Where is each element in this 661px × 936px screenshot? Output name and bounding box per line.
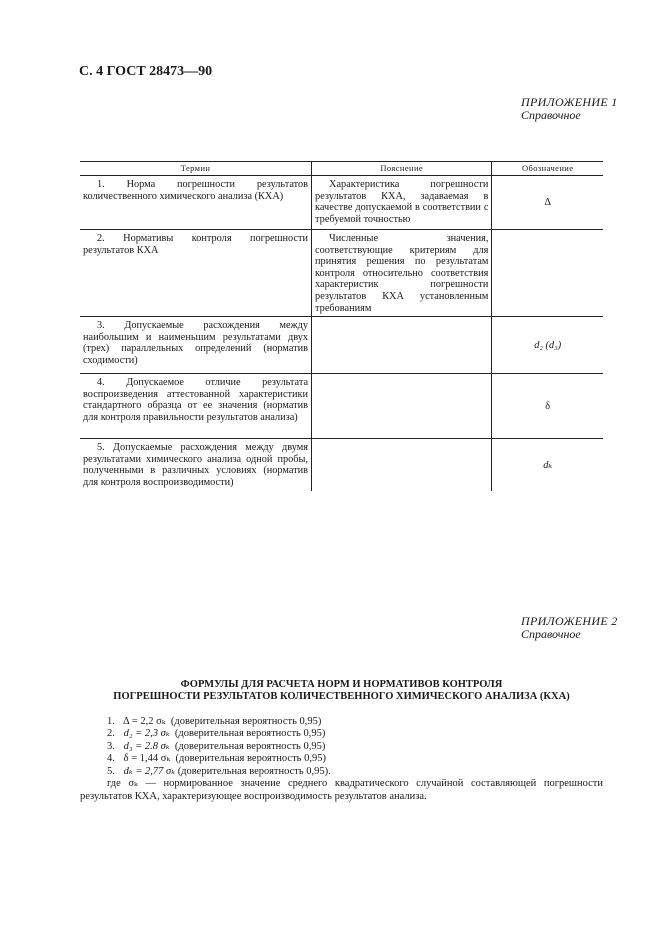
formulas-title-line-1: ФОРМУЛЫ ДЛЯ РАСЧЕТА НОРМ И НОРМАТИВОВ КОНТРОЛЯ — [180, 679, 503, 690]
formulas-title — [80, 679, 603, 703]
table-row — [80, 230, 603, 317]
table-row — [80, 439, 603, 491]
formula-expression: δ = 1,44 σₖ — [123, 753, 171, 765]
formula-number: 5. — [107, 765, 115, 777]
explanation-cell — [312, 317, 492, 374]
formula-item — [107, 716, 331, 728]
symbol-cell: δ — [492, 374, 603, 439]
formula-item — [107, 728, 331, 740]
formula-number: 3. — [107, 740, 115, 752]
formula-expression: Δ = 2,2 σₖ — [123, 716, 166, 727]
term-cell: 2. Нормативы контроля погрешности результатов КХА — [80, 230, 312, 317]
symbol-cell — [492, 230, 603, 317]
term-cell: 4. Допускаемое отличие результата воспроизведения аттестованной характеристики стандартного образца от ее значения (норматив для контроля правильности результатов анализа) — [80, 374, 312, 439]
symbol-cell: dₖ — [492, 439, 603, 491]
column-header-symbol: Обозначение — [492, 162, 603, 176]
formula-note: (доверительная вероятность 0,95) — [174, 740, 326, 752]
appendix-1-heading — [521, 96, 618, 122]
term-cell: 1. Норма погрешности результатов количественного химического анализа (КХА) — [80, 176, 312, 230]
appendix-1-label: ПРИЛОЖЕНИЕ 1 — [521, 95, 618, 109]
formula-item — [107, 753, 331, 765]
explanation-cell: Численные значения, соответствующие критериям для принятия решения по результатам контроля относительно соответствия характеристик погрешности результатов КХА установленным требованиям — [312, 230, 492, 317]
formula-number: 2. — [107, 728, 115, 740]
appendix-2-heading — [521, 615, 618, 641]
formula-number: 4. — [107, 753, 115, 765]
formula-note: (доверительная вероятность 0,95). — [177, 765, 331, 777]
formula-expression: d₃ = 2.8 σₖ — [123, 740, 170, 752]
formula-note: (доверительная вероятность 0,95) — [170, 716, 322, 727]
formula-number: 1. — [107, 716, 115, 727]
column-header-explanation: Пояснение — [312, 162, 492, 176]
formulas-list — [107, 716, 331, 778]
explanation-cell — [312, 374, 492, 439]
symbol-cell: d₂ (d₃) — [492, 317, 603, 374]
formula-note: (доверительная вероятность 0,95) — [175, 753, 326, 765]
table-row — [80, 317, 603, 374]
appendix-2-subtitle: Справочное — [521, 627, 581, 641]
formula-item — [107, 741, 331, 753]
appendix-1-subtitle: Справочное — [521, 108, 581, 122]
symbol-cell: Δ — [492, 176, 603, 230]
term-cell: 3. Допускаемые расхождения между наибольшим и наименьшим результатами двух (трех) параллельных определений (норматив сходимости) — [80, 317, 312, 374]
formula-expression: d₂ = 2,3 σₖ — [123, 728, 170, 740]
formula-item — [107, 766, 331, 778]
formula-expression: dₖ = 2,77 σₖ — [123, 765, 176, 777]
page-header: С. 4 ГОСТ 28473—90 — [79, 64, 213, 79]
formula-note: (доверительная вероятность 0,95) — [174, 728, 326, 740]
term-cell: 5. Допускаемые расхождения между двумя результатами химического анализа одной пробы, полученными в различных условиях (норматив для контроля воспроизводимости) — [83, 442, 309, 488]
terms-table — [80, 161, 603, 491]
column-header-term: Термин — [80, 162, 312, 176]
table-header-row — [80, 162, 603, 176]
table-row — [80, 176, 603, 230]
appendix-2-label: ПРИЛОЖЕНИЕ 2 — [521, 614, 618, 628]
explanation-cell — [312, 439, 492, 491]
table-row — [80, 374, 603, 439]
formulas-title-line-2: ПОГРЕШНОСТИ РЕЗУЛЬТАТОВ КОЛИЧЕСТВЕННОГО ХИМИЧЕСКОГО АНАЛИЗА (КХА) — [113, 691, 570, 702]
formulas-footnote: где σₖ — нормированное значение среднего квадратического случайной составляющей погрешности результатов КХА, характеризующее воспроизводимость результатов анализа. — [80, 778, 603, 802]
explanation-cell: Характеристика погрешности результатов КХА, задаваемая в качестве допускаемой в соответствии с требуемой точностью — [312, 176, 492, 230]
